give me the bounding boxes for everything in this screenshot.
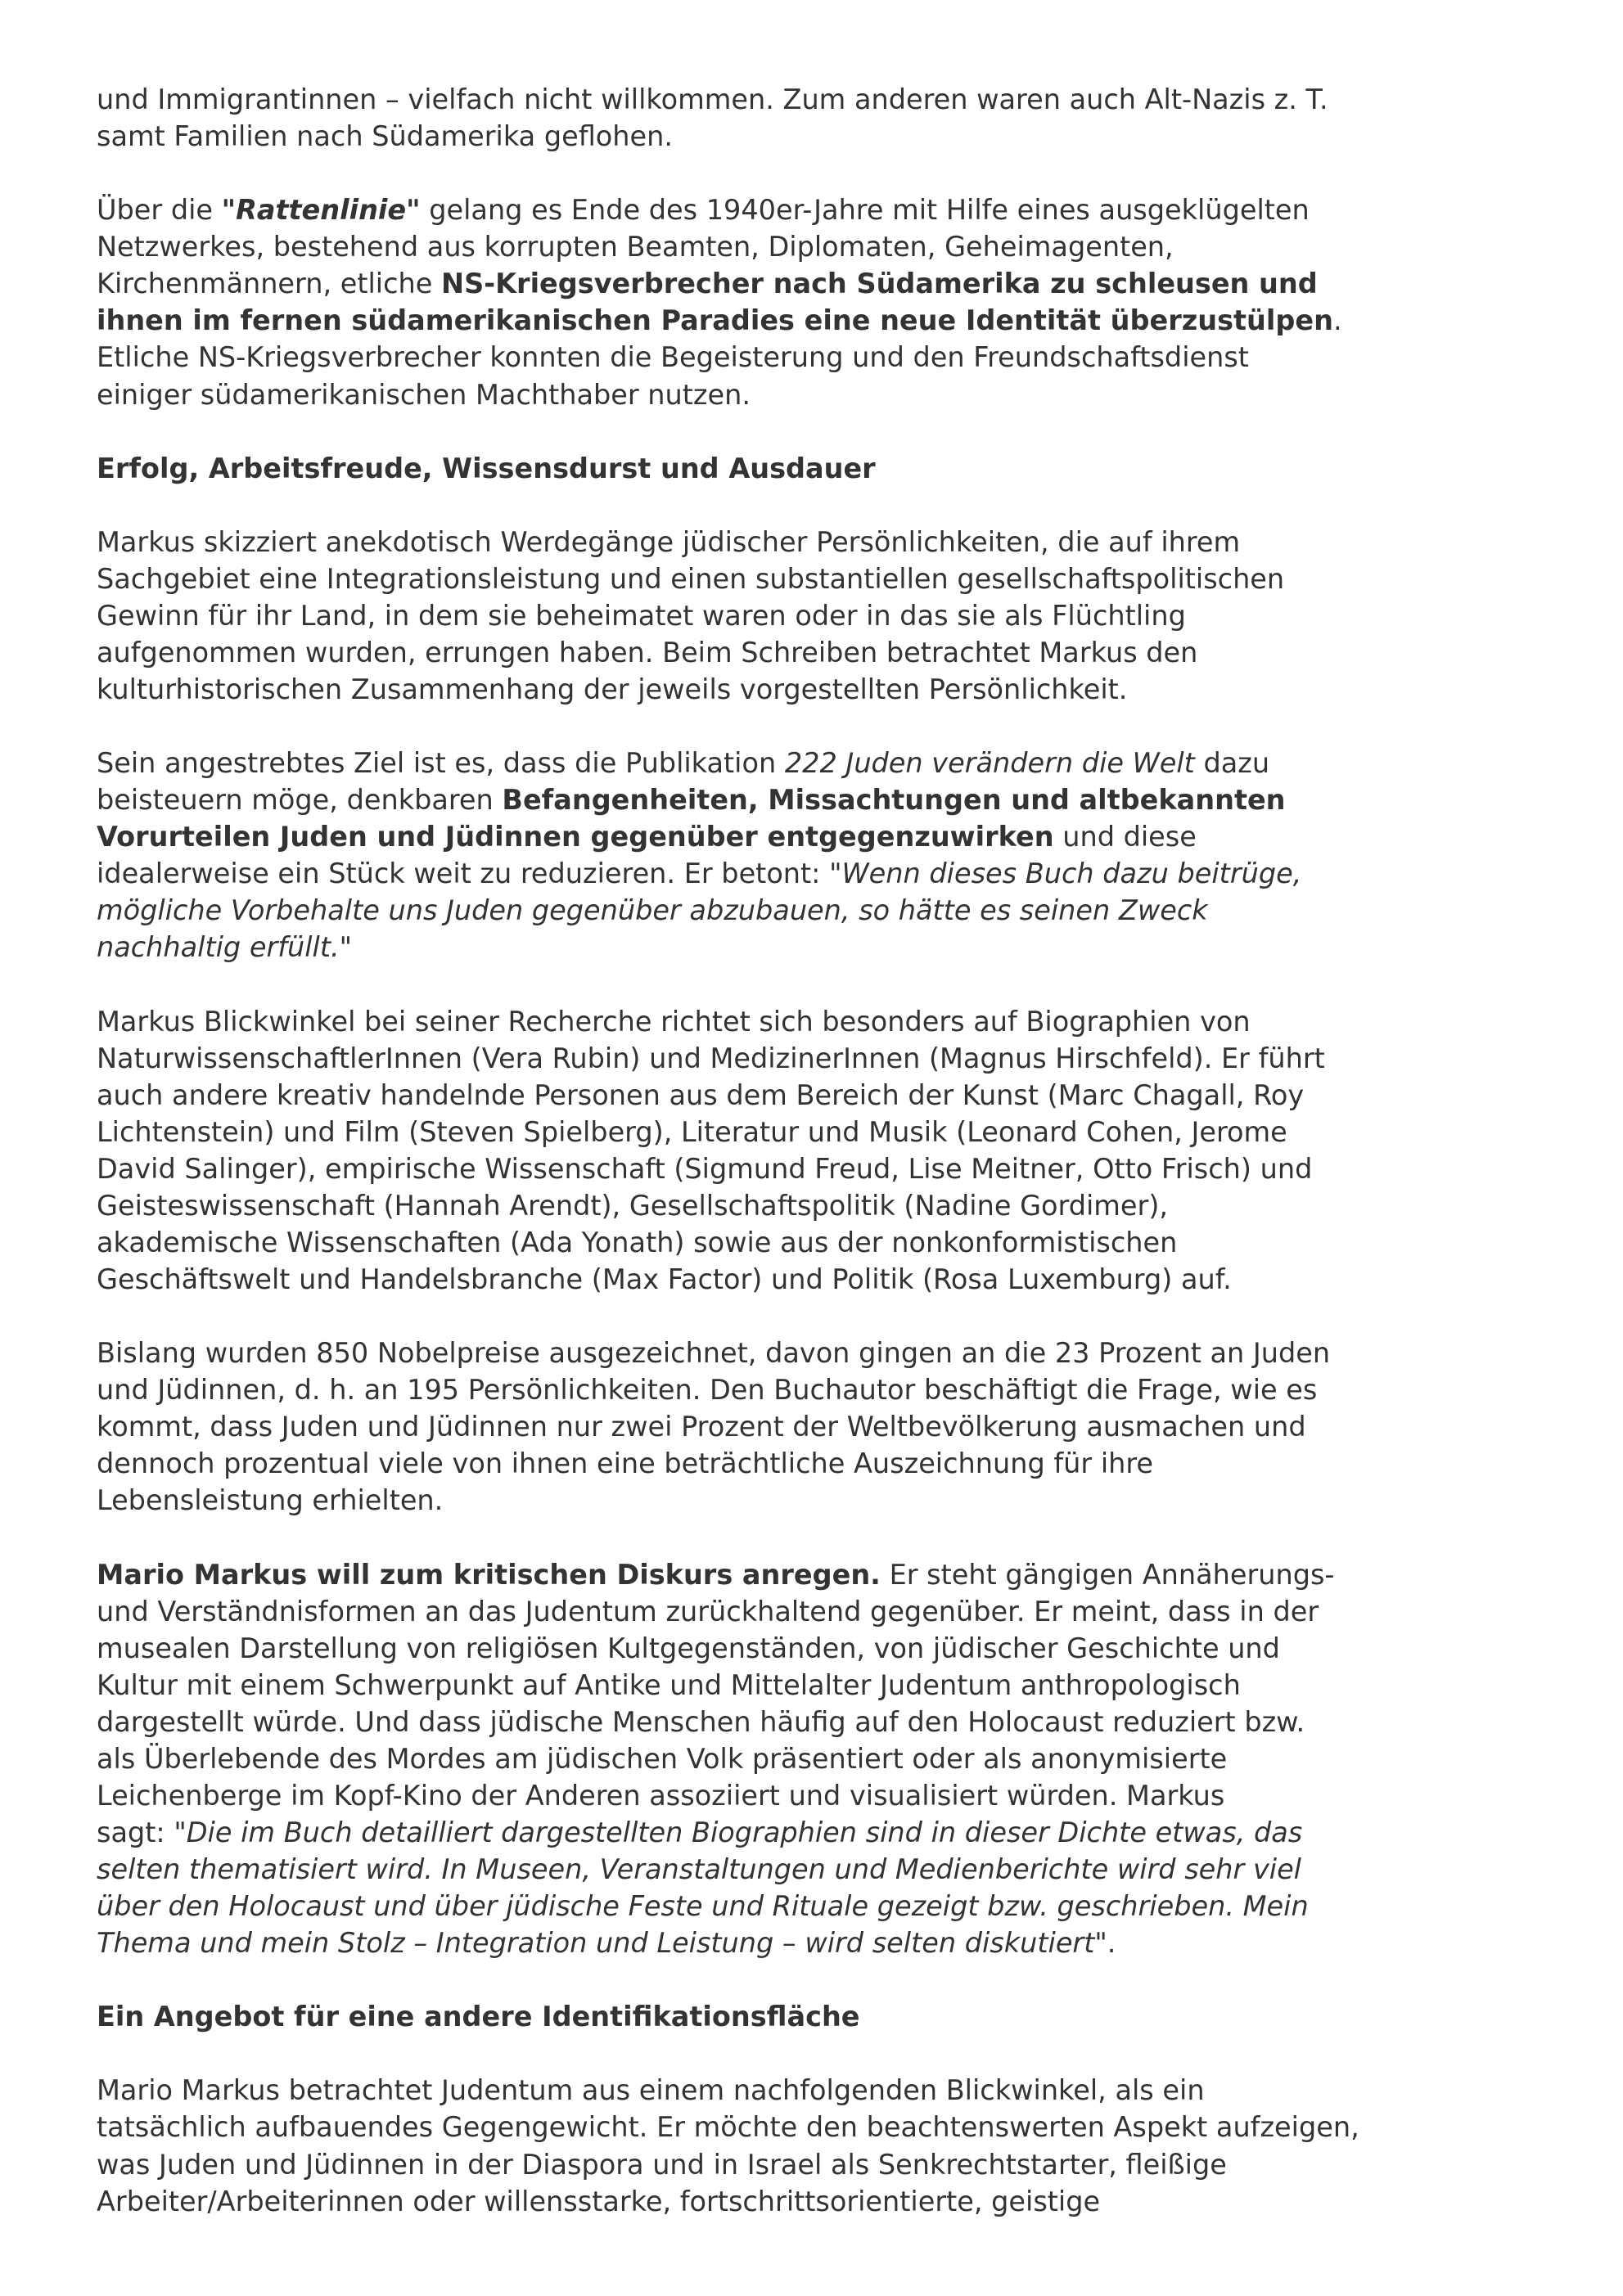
paragraph-spacer — [97, 155, 1359, 191]
text-run: Lebensleistung erhielten. — [97, 1484, 444, 1517]
text-run: Kirchenmännern, etliche — [97, 268, 442, 300]
paragraph-spacer — [97, 708, 1359, 745]
body-paragraph — [97, 524, 1359, 708]
text-line — [97, 597, 1359, 634]
italic-text-run: Thema und mein Stolz – Integration und Leistung – wird selten diskutiert" — [97, 1927, 1107, 1960]
bold-text-run: ihnen im fernen südamerikanischen Paradies eine neue Identität überzustülpen — [97, 304, 1333, 337]
italic-text-run: mögliche Vorbehalte uns Juden gegenüber abzubauen, so hätte es seinen Zweck — [97, 894, 1208, 927]
text-line — [97, 855, 1359, 892]
text-run: tatsächlich aufbauendes Gegengewicht. Er möchte den beachtenswerten Aspekt aufzeigen, — [97, 2111, 1359, 2144]
bold-text-run: Befangenheiten, Missachtungen und altbekannten — [502, 784, 1286, 817]
text-run: samt Familien nach Südamerika geflohen. — [97, 120, 674, 153]
paragraph-spacer — [97, 1298, 1359, 1335]
text-run: . — [1107, 1927, 1116, 1960]
text-run: dargestellt würde. Und dass jüdische Menschen häufig auf den Holocaust reduziert bzw. — [97, 1705, 1305, 1738]
text-run: Gewinn für ihr Land, in dem sie beheimatet waren oder in das sie als Flüchtling — [97, 599, 1186, 632]
bold-italic-text-run: "Rattenlinie" — [221, 194, 421, 227]
text-line — [97, 818, 1359, 855]
body-paragraph — [97, 745, 1359, 966]
italic-text-run: über den Holocaust und über jüdische Feste und Rituale gezeigt bzw. geschrieben. Mein — [97, 1890, 1309, 1923]
text-line — [97, 634, 1359, 671]
text-run: und Verständnisformen an das Judentum zurückhaltend gegenüber. Er meint, dass in der — [97, 1595, 1319, 1627]
text-run: Sachgebiet eine Integrationsleistung und einen substantiellen gesellschaftspolitischen — [97, 562, 1285, 595]
text-line — [97, 1704, 1359, 1740]
text-run: . — [1332, 304, 1342, 337]
text-line — [97, 118, 1359, 155]
text-run: und Immigrantinnen – vielfach nicht willkommen. Zum anderen waren auch Alt-Nazis z. T. — [97, 83, 1328, 115]
text-run: dennoch prozentual viele von ihnen eine beträchtliche Auszeichnung für ihre — [97, 1447, 1154, 1480]
text-line — [97, 1114, 1359, 1150]
section-heading: Ein Angebot für eine andere Identifikationsfläche — [97, 2001, 860, 2033]
text-line — [97, 1150, 1359, 1187]
body-paragraph — [97, 191, 1359, 412]
text-line — [97, 1335, 1359, 1371]
text-run: Netzwerkes, bestehend aus korrupten Beamten, Diplomaten, Geheimagenten, — [97, 231, 1174, 263]
text-line — [97, 1740, 1359, 1777]
italic-text-run: 222 Juden verändern die Welt — [784, 747, 1195, 780]
italic-text-run: "Die im Buch detailliert dargestellten Biographien sind in dieser Dichte etwas, das — [174, 1816, 1303, 1848]
body-paragraph — [97, 81, 1359, 155]
text-run: Markus Blickwinkel bei seiner Recherche richtet sich besonders auf Biographien von — [97, 1005, 1251, 1038]
text-line — [97, 1925, 1359, 1961]
text-run: Bislang wurden 850 Nobelpreise ausgezeichnet, davon gingen an die 23 Prozent an Juden — [97, 1337, 1331, 1370]
text-line — [97, 302, 1359, 339]
bold-text-run: NS-Kriegsverbrecher nach Südamerika zu schleusen und — [441, 268, 1318, 300]
text-run: Lichtenstein) und Film (Steven Spielberg), Literatur und Musik (Leonard Cohen, Jerome — [97, 1115, 1287, 1148]
text-line — [97, 1888, 1359, 1925]
text-run: einiger südamerikanischen Machthaber nutzen. — [97, 378, 751, 411]
text-line — [97, 781, 1359, 818]
text-line — [97, 2146, 1359, 2183]
text-run: Geschäftswelt und Handelsbranche (Max Factor) und Politik (Rosa Luxemburg) auf. — [97, 1263, 1232, 1295]
text-run: Etliche NS-Kriegsverbrecher konnten die Begeisterung und den Freundschaftsdienst — [97, 341, 1249, 374]
text-line — [97, 1445, 1359, 1482]
paragraph-spacer — [97, 413, 1359, 450]
text-run: und diese — [1053, 821, 1197, 853]
text-line — [97, 376, 1359, 413]
italic-text-run: selten thematisiert wird. In Museen, Veranstaltungen und Medienberichte wird sehr viel — [97, 1853, 1301, 1885]
paragraph-spacer — [97, 1519, 1359, 1555]
text-line — [97, 1261, 1359, 1298]
text-line — [97, 228, 1359, 265]
text-run: Er steht gängigen Annäherungs- — [880, 1558, 1335, 1591]
text-run: Kultur mit einem Schwerpunkt auf Antike und Mittelalter Judentum anthropologisch — [97, 1668, 1241, 1701]
text-line — [97, 2109, 1359, 2145]
text-run: aufgenommen wurden, errungen haben. Beim Schreiben betrachtet Markus den — [97, 636, 1198, 669]
text-line — [97, 671, 1359, 708]
text-line — [97, 2183, 1359, 2220]
text-run: musealen Darstellung von religiösen Kultgegenständen, von jüdischer Geschichte und — [97, 1632, 1280, 1664]
body-paragraph — [97, 1556, 1359, 1962]
text-run: als Überlebende des Mordes am jüdischen Volk präsentiert oder als anonymisierte — [97, 1742, 1228, 1775]
document-page — [97, 81, 1359, 2220]
italic-text-run: "Wenn dieses Buch dazu beitrüge, — [829, 858, 1302, 890]
text-line — [97, 892, 1359, 929]
body-paragraph — [97, 2072, 1359, 2219]
text-run: beisteuern möge, denkbaren — [97, 784, 503, 817]
text-run: Markus skizziert anekdotisch Werdegänge jüdischer Persönlichkeiten, die auf ihrem — [97, 525, 1241, 558]
text-run: akademische Wissenschaften (Ada Yonath) sowie aus der nonkonformistischen — [97, 1226, 1178, 1258]
bold-text-run: Vorurteilen Juden und Jüdinnen gegenüber entgegenzuwirken — [97, 821, 1054, 853]
paragraph-spacer — [97, 1961, 1359, 1998]
text-run: Über die — [97, 194, 222, 227]
text-line — [97, 929, 1359, 966]
text-line — [97, 81, 1359, 118]
text-run: idealerweise ein Stück weit zu reduzieren. Er betont: — [97, 858, 830, 890]
text-run: auch andere kreativ handelnde Personen aus dem Bereich der Kunst (Marc Chagall, Roy — [97, 1078, 1305, 1111]
text-run: Sein angestrebtes Ziel ist es, dass die Publikation — [97, 747, 785, 780]
text-line — [97, 339, 1359, 376]
text-line — [97, 560, 1359, 597]
text-line — [97, 524, 1359, 560]
text-run: und Jüdinnen, d. h. an 195 Persönlichkeiten. Den Buchautor beschäftigt die Frage, wie es — [97, 1374, 1318, 1407]
text-line — [97, 1482, 1359, 1519]
text-line — [97, 1814, 1359, 1851]
section-heading: Erfolg, Arbeitsfreude, Wissensdurst und Ausdauer — [97, 452, 876, 484]
text-line — [97, 1040, 1359, 1077]
text-line — [97, 2072, 1359, 2109]
text-run: sagt: — [97, 1816, 174, 1848]
text-run: Arbeiter/Arbeiterinnen oder willensstarke, fortschrittsorientierte, geistige — [97, 2185, 1101, 2217]
text-line — [97, 1371, 1359, 1408]
text-run: gelang es Ende des 1940er-Jahre mit Hilfe eines ausgeklügelten — [420, 194, 1310, 227]
text-line — [97, 191, 1359, 228]
text-run: David Salinger), empirische Wissenschaft (Sigmund Freud, Lise Meitner, Otto Frisch) und — [97, 1152, 1313, 1185]
text-line — [97, 265, 1359, 302]
paragraph-spacer — [97, 487, 1359, 524]
text-line — [97, 1593, 1359, 1630]
text-line — [97, 1408, 1359, 1445]
text-run: dazu — [1194, 747, 1270, 780]
text-line — [97, 1003, 1359, 1040]
body-paragraph — [97, 1003, 1359, 1299]
text-line — [97, 1077, 1359, 1114]
italic-text-run: nachhaltig erfüllt." — [97, 931, 353, 964]
text-line — [97, 1851, 1359, 1888]
text-run: was Juden und Jüdinnen in der Diaspora und in Israel als Senkrechtstarter, fleißige — [97, 2148, 1227, 2181]
text-line — [97, 1667, 1359, 1704]
bold-text-run: Mario Markus will zum kritischen Diskurs anregen. — [97, 1558, 881, 1591]
text-run: kommt, dass Juden und Jüdinnen nur zwei Prozent der Weltbevölkerung ausmachen und — [97, 1411, 1306, 1443]
text-line — [97, 745, 1359, 781]
text-line — [97, 1224, 1359, 1261]
body-paragraph — [97, 1335, 1359, 1519]
text-run: Mario Markus betrachtet Judentum aus einem nachfolgenden Blickwinkel, als ein — [97, 2074, 1205, 2107]
paragraph-spacer — [97, 2035, 1359, 2072]
text-line — [97, 1187, 1359, 1224]
text-run: kulturhistorischen Zusammenhang der jeweils vorgestellten Persönlichkeit. — [97, 673, 1128, 705]
text-line — [97, 1630, 1359, 1667]
text-run: Leichenberge im Kopf-Kino der Anderen assoziiert und visualisiert würden. Markus — [97, 1779, 1225, 1812]
text-run: Geisteswissenschaft (Hannah Arendt), Gesellschaftspolitik (Nadine Gordimer), — [97, 1189, 1169, 1222]
paragraph-spacer — [97, 966, 1359, 1003]
text-line — [97, 1777, 1359, 1814]
text-run: NaturwissenschaftlerInnen (Vera Rubin) und MedizinerInnen (Magnus Hirschfeld). Er führt — [97, 1042, 1325, 1074]
text-line — [97, 1556, 1359, 1593]
